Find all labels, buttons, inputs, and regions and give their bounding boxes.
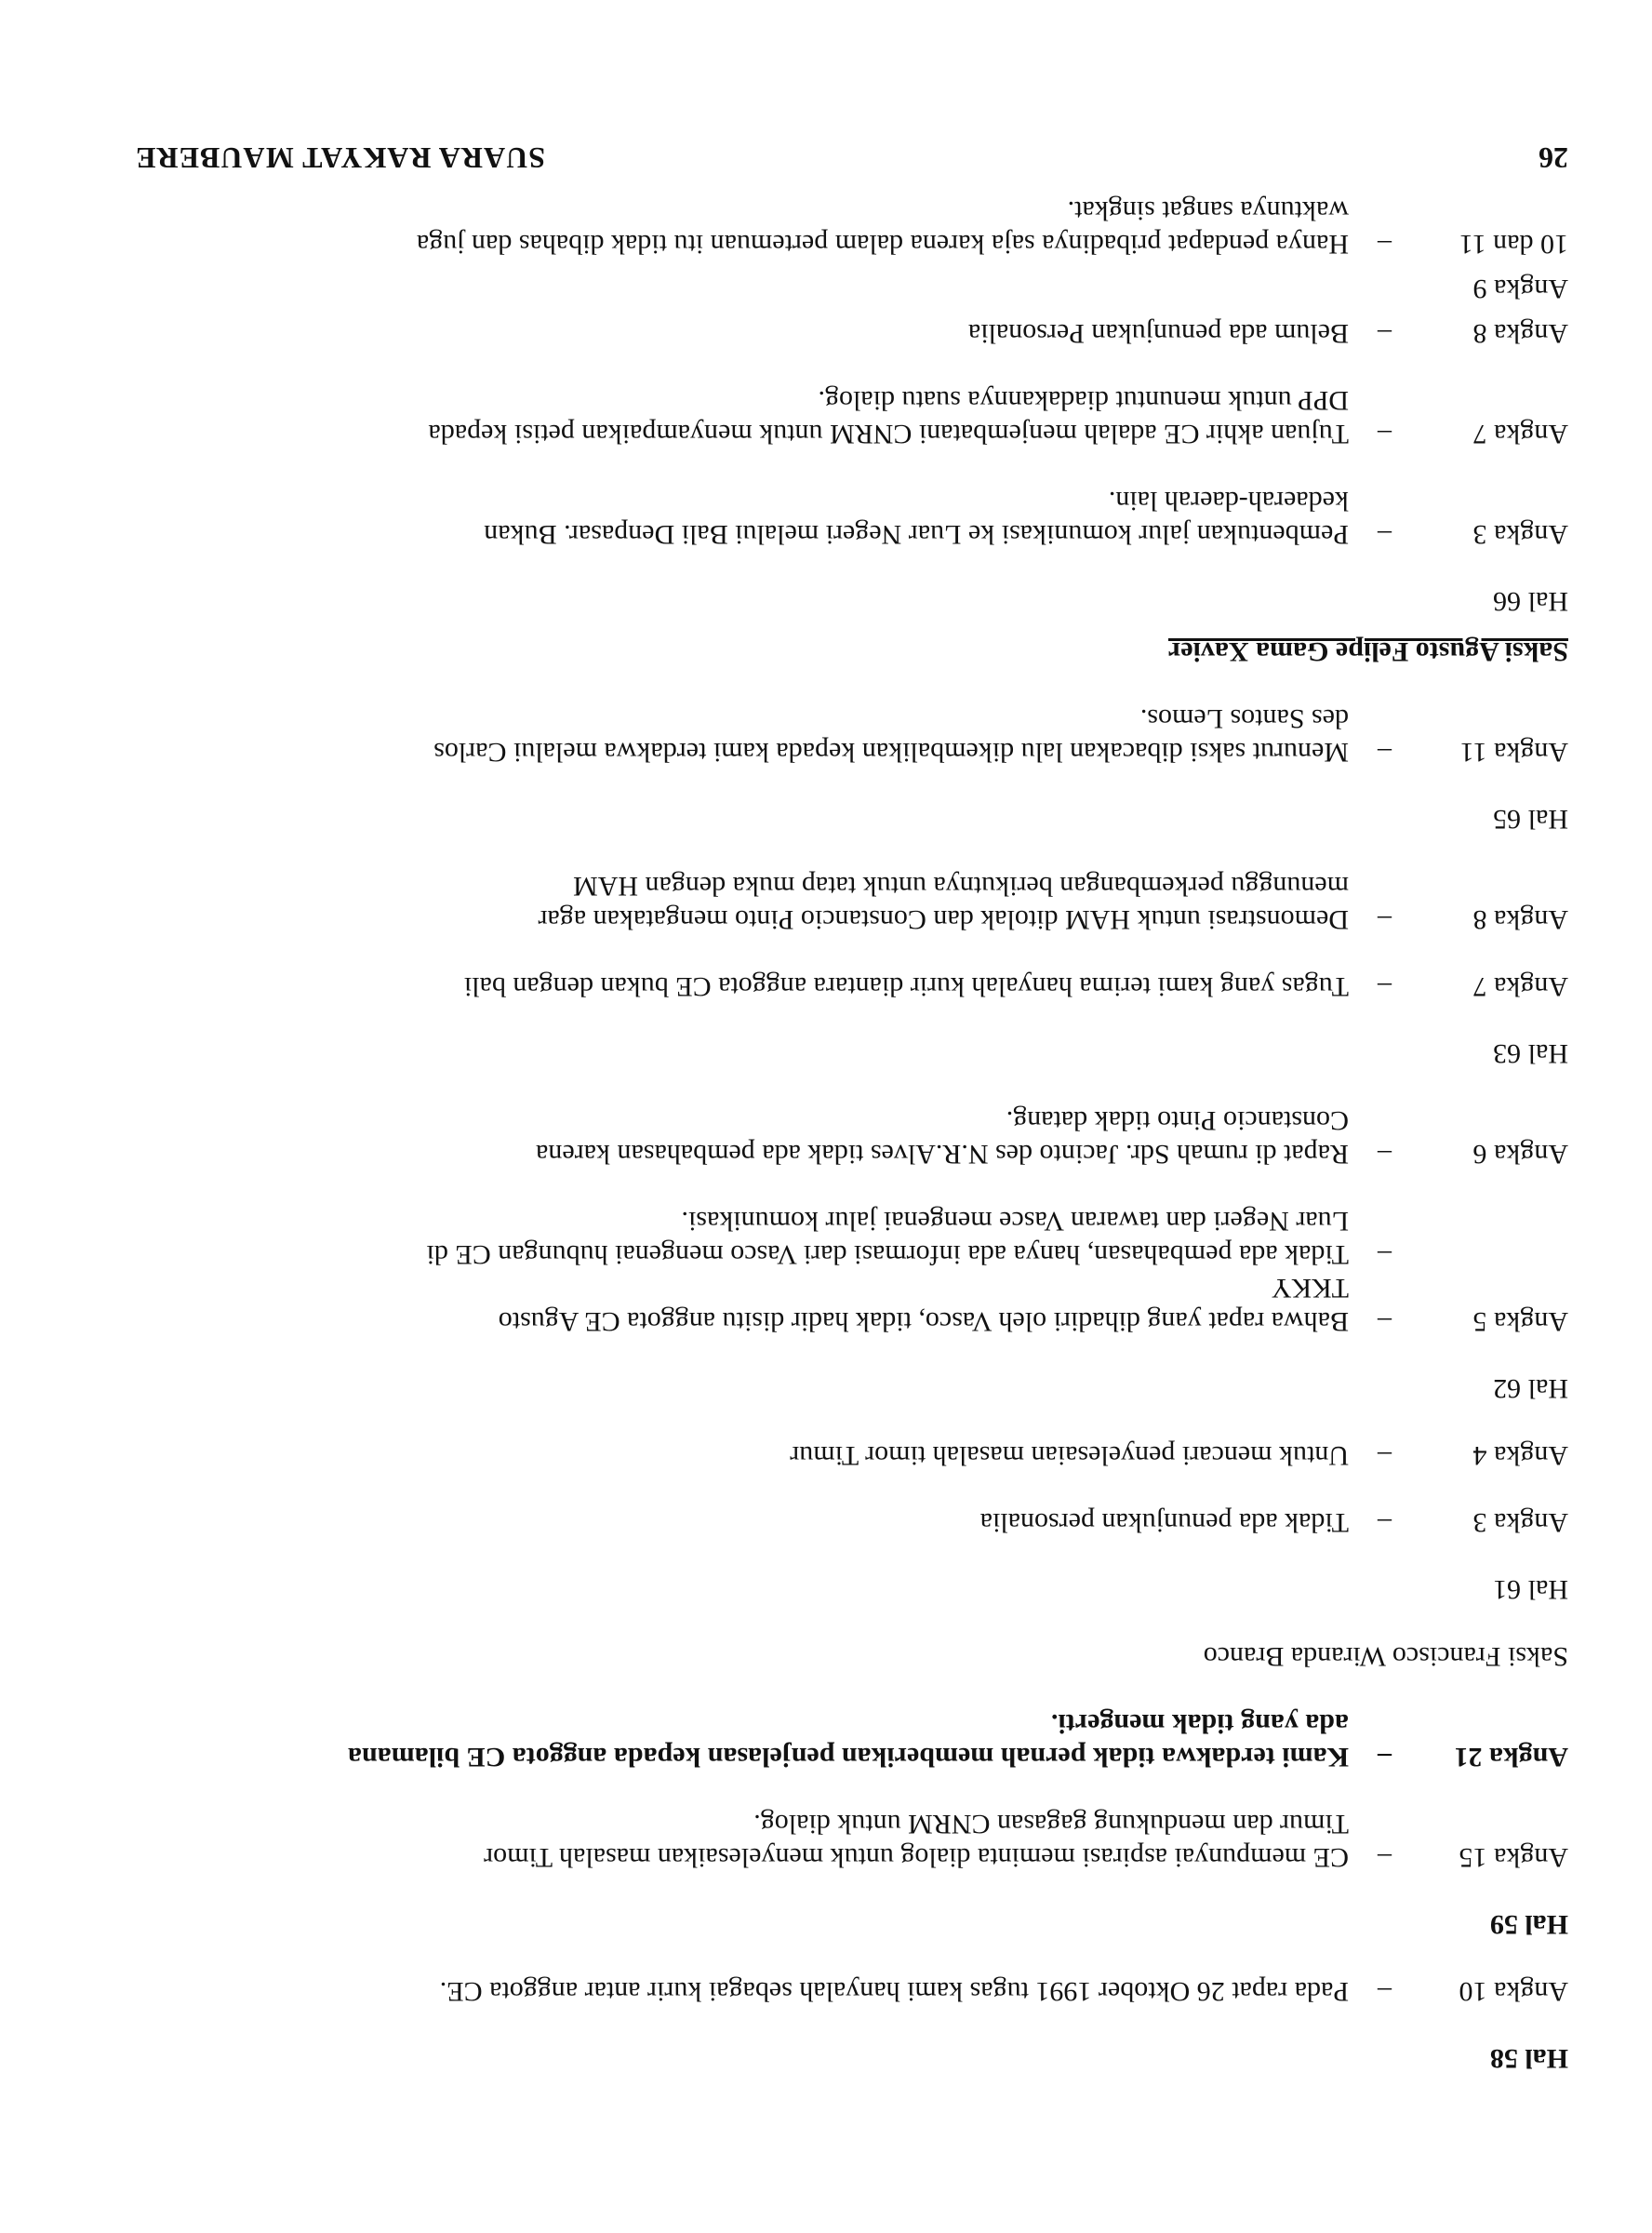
angka-entry (99, 1103, 1568, 1170)
hal-heading: Hal 61 (1493, 1574, 1568, 1605)
entry-line: Constancio Pinto tidak datang. (1006, 1105, 1349, 1136)
running-title: SUARA RAKYAT MAUBERE (135, 141, 545, 175)
entry-line: Belum ada penunjukan Personalia (967, 318, 1349, 349)
entry-text (99, 1505, 1349, 1539)
entry-line: Demonstrasi untuk HAM ditolak dan Constancio Pinto mengatakan agar (538, 904, 1349, 935)
angka-entry (99, 1706, 1568, 1773)
entry-line: Rapat di rumah Sdr. Jacinto des N.R.Alves tidak ada pembahasan karena (536, 1139, 1349, 1170)
entry-dash: – (1378, 1306, 1392, 1337)
entry-line: TKKY (1271, 1273, 1349, 1304)
entry-dash: – (1378, 1239, 1392, 1270)
angka-entry (99, 1505, 1568, 1539)
angka-label: Angka 3 (1472, 1507, 1568, 1538)
entry-text (99, 1974, 1349, 2008)
entry-line: Pembentukan jalur komunikasi ke Luar Negeri melalui Bali Denpasar. Bukan (484, 519, 1349, 550)
hal-heading: Hal 63 (1493, 1038, 1568, 1069)
saksi-heading: Saksi Francisco Wiranda Branco (1203, 1641, 1568, 1672)
saksi-heading: Saksi Agusto Felipe Gama Xavier (1167, 636, 1568, 667)
entry-text (99, 1807, 1349, 1874)
entry-dash: – (1378, 904, 1392, 935)
angka-entry (99, 484, 1568, 551)
angka-label: Angka 4 (1472, 1440, 1568, 1471)
angka-entry (99, 1807, 1568, 1874)
entry-text (99, 484, 1349, 551)
entry-dash: – (1378, 1742, 1392, 1772)
entry-line: Bahwa rapat yang dihadiri oleh Vasco, tidak hadir disitu anggota CE Agusto (498, 1306, 1349, 1337)
angka-entry (99, 383, 1568, 450)
entry-text (99, 1103, 1349, 1170)
entry-line: Tujuan akhir CE adalah menjembatani CNRM untuk menyampaikan petisi kepada (428, 419, 1349, 449)
page-header (80, 138, 1568, 175)
entry-dash: – (1378, 419, 1392, 449)
entry-text (99, 383, 1349, 450)
entry-text (99, 1438, 1349, 1472)
entry-dash: – (1378, 1139, 1392, 1170)
entry-dash: – (1378, 519, 1392, 550)
angka-entry (99, 869, 1568, 936)
entry-line: Hanya pendapat pribadinya saja karena dalam pertemuan itu tidak dibahas dan juga (416, 229, 1349, 260)
angka-entry (99, 1438, 1568, 1472)
angka-label: Angka 10 (1459, 1976, 1568, 2007)
entry-line: menunggu perkembangan berikutnya untuk tatap muka dengan HAM (573, 871, 1349, 902)
entry-text (99, 316, 1349, 350)
entry-line: Tidak ada pembahasan, hanya ada informasi dari Vasco mengenai hubungan CE di (426, 1239, 1349, 1270)
angka-entry (99, 1271, 1568, 1338)
entry-text (99, 702, 1349, 769)
page-number: 26 (1539, 141, 1568, 175)
entry-text (99, 969, 1349, 1003)
angka-entry (99, 194, 1568, 261)
angka-label: Angka 5 (1472, 1306, 1568, 1337)
entry-line: Pada rapat 26 Oktober 1991 tugas kami hanyalah sebagai kurir antar anggota CE. (439, 1976, 1349, 2007)
entry-line: kedaerah-daerah lain. (1108, 486, 1349, 516)
angka-label: Angka 7 (1472, 971, 1568, 1002)
entry-text (99, 1271, 1349, 1338)
entry-text (99, 869, 1349, 936)
entry-dash: – (1378, 229, 1392, 260)
angka-label: Angka 8 (1472, 318, 1568, 349)
angka-label: Angka 3 (1472, 519, 1568, 550)
angka-entry (99, 1974, 1568, 2008)
entry-dash: – (1378, 1440, 1392, 1471)
entry-line: Timur dan mendukung gagasan CNRM untuk dialog. (753, 1809, 1349, 1839)
document-body (99, 194, 1568, 2075)
entry-line: Menurut saksi dibacakan lalu dikembalikan kepada kami terdakwa melalui Carlos (433, 737, 1349, 768)
angka-label: Angka 9 (1472, 274, 1568, 304)
angka-entry (99, 272, 1568, 305)
entry-line: Tugas yang kami terima hanyalah kurir diantara anggota CE bukan dengan bali (463, 971, 1349, 1002)
hal-heading: Hal 58 (1489, 2043, 1568, 2074)
hal-heading: Hal 65 (1493, 804, 1568, 835)
entry-line: waktunya sangat singkat. (1067, 195, 1349, 226)
entry-line: des Santos Lemos. (1139, 703, 1349, 734)
entry-dash: – (1378, 318, 1392, 349)
entry-line: Luar Negeri dan tawaran Vasce mengenai jalur komunikasi. (681, 1206, 1349, 1237)
entry-line: Tidak ada penunjukan personalia (979, 1507, 1349, 1538)
hal-heading: Hal 62 (1493, 1373, 1568, 1404)
hal-heading: Hal 66 (1493, 586, 1568, 617)
entry-dash: – (1378, 1976, 1392, 2007)
entry-dash: – (1378, 971, 1392, 1002)
angka-label: Angka 15 (1459, 1842, 1568, 1873)
angka-label: Angka 21 (1454, 1742, 1568, 1772)
entry-dash: – (1378, 1507, 1392, 1538)
angka-entry (99, 702, 1568, 769)
entry-text (99, 1706, 1349, 1773)
entry-text (99, 194, 1349, 261)
entry-dash: – (1378, 1842, 1392, 1873)
angka-entry (99, 316, 1568, 350)
entry-line: Untuk mencari penyelesaian masalah timor Timur (790, 1440, 1349, 1471)
entry-text (99, 1204, 1349, 1271)
angka-label: Angka 7 (1472, 419, 1568, 449)
angka-entry (99, 969, 1568, 1003)
entry-line: ada yang tidak mengerti. (1050, 1708, 1349, 1739)
entry-line: DPP untuk menuntut diadakannya suatu dialog. (818, 385, 1349, 416)
angka-label: 10 dan 11 (1459, 229, 1568, 260)
angka-label: Angka 6 (1472, 1139, 1568, 1170)
entry-line: Kami terdakwa tidak pernah memberikan penjelasan kepada anggota CE bilamana (348, 1742, 1349, 1772)
entry-line: CE mempunyai aspirasi meminta dialog untuk menyelesaikan masalah Timor (484, 1842, 1349, 1873)
angka-label: Angka 8 (1472, 904, 1568, 935)
angka-label: Angka 11 (1459, 737, 1568, 768)
angka-entry (99, 1204, 1568, 1271)
entry-dash: – (1378, 737, 1392, 768)
hal-heading: Hal 59 (1489, 1909, 1568, 1940)
